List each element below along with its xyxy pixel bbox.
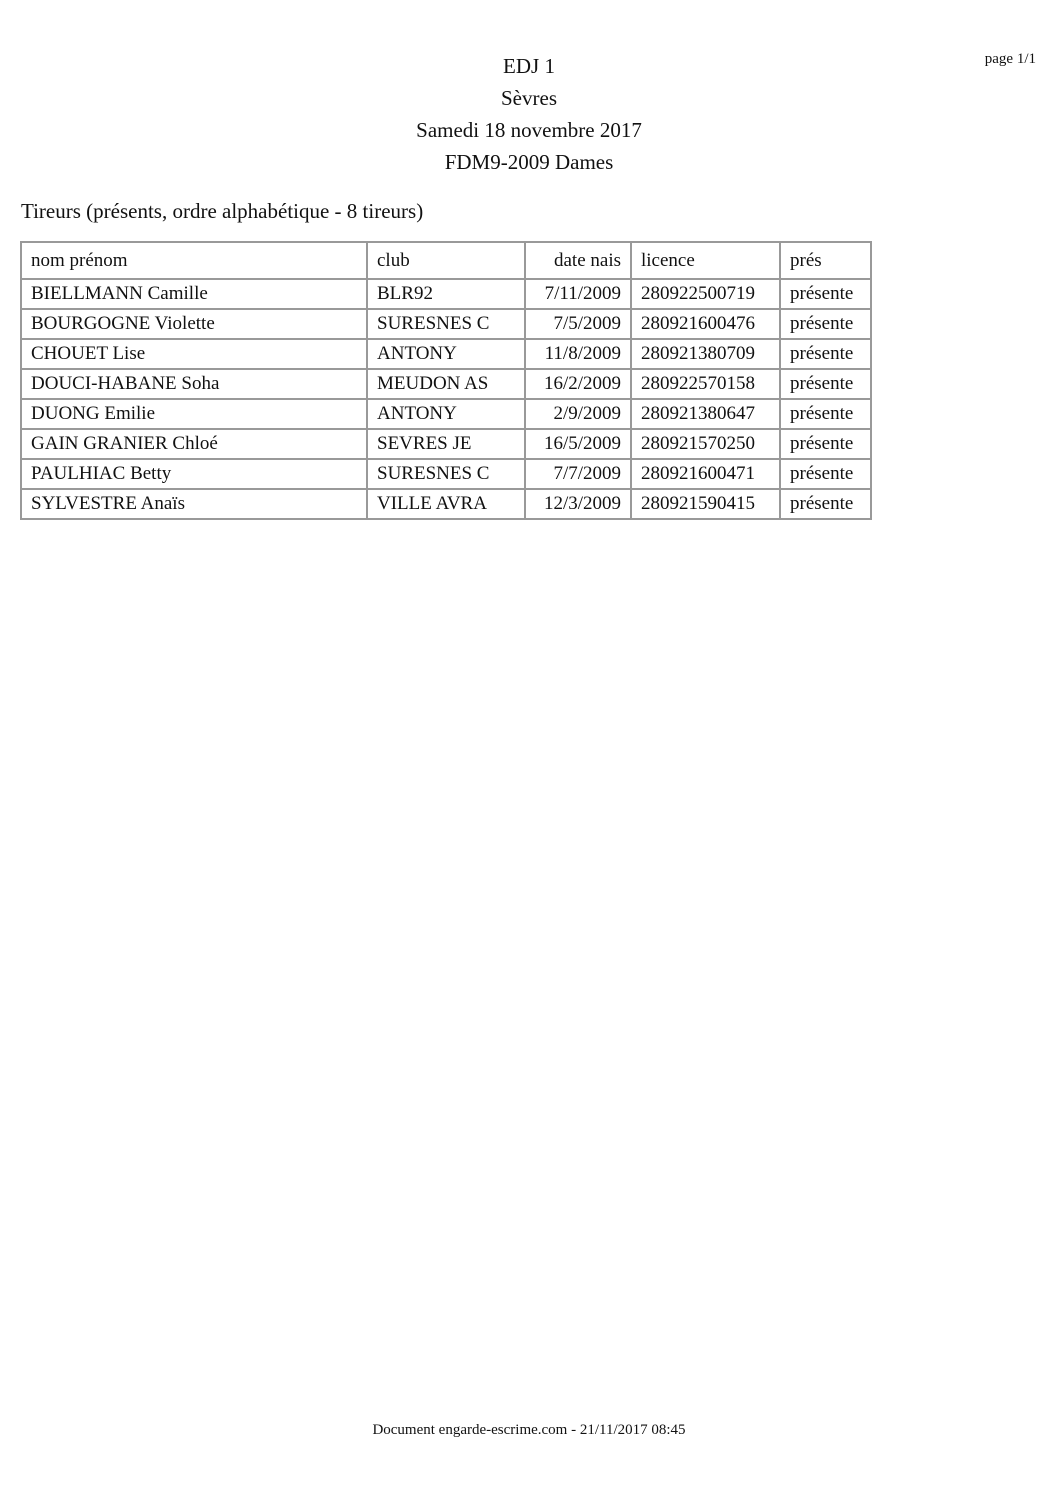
cell-name: PAULHIAC Betty (21, 459, 367, 489)
section-title: Tireurs (présents, ordre alphabétique - 8 tireurs) (21, 199, 424, 223)
document-header (0, 50, 1058, 178)
cell-name: BIELLMANN Camille (21, 279, 367, 309)
cell-club: SEVRES JE (367, 429, 525, 459)
table-row (21, 489, 871, 519)
cell-presence: présente (780, 459, 871, 489)
competition-title: EDJ 1 (503, 54, 555, 78)
cell-presence: présente (780, 279, 871, 309)
cell-club: SURESNES C (367, 459, 525, 489)
cell-club: ANTONY (367, 339, 525, 369)
table-row (21, 429, 871, 459)
cell-licence: 280921590415 (631, 489, 780, 519)
cell-name: SYLVESTRE Anaïs (21, 489, 367, 519)
cell-presence: présente (780, 339, 871, 369)
cell-licence: 280921600476 (631, 309, 780, 339)
table-row (21, 279, 871, 309)
table-row (21, 339, 871, 369)
table-row (21, 459, 871, 489)
competition-date: Samedi 18 novembre 2017 (416, 118, 642, 142)
cell-name: BOURGOGNE Violette (21, 309, 367, 339)
cell-name: DUONG Emilie (21, 399, 367, 429)
column-header-birthdate: date nais (525, 242, 631, 279)
column-header-presence: prés (780, 242, 871, 279)
cell-club: SURESNES C (367, 309, 525, 339)
cell-licence: 280921600471 (631, 459, 780, 489)
page-number: page 1/1 (984, 51, 1036, 67)
cell-name: CHOUET Lise (21, 339, 367, 369)
cell-birthdate: 16/2/2009 (525, 369, 631, 399)
cell-presence: présente (780, 369, 871, 399)
table-row (21, 369, 871, 399)
column-header-club: club (367, 242, 525, 279)
cell-presence: présente (780, 399, 871, 429)
cell-club: MEUDON AS (367, 369, 525, 399)
cell-name: DOUCI-HABANE Soha (21, 369, 367, 399)
cell-birthdate: 12/3/2009 (525, 489, 631, 519)
cell-club: VILLE AVRA (367, 489, 525, 519)
cell-birthdate: 7/11/2009 (525, 279, 631, 309)
cell-presence: présente (780, 429, 871, 459)
table-header-row (21, 242, 871, 279)
cell-presence: présente (780, 309, 871, 339)
cell-club: BLR92 (367, 279, 525, 309)
cell-licence: 280921380647 (631, 399, 780, 429)
competition-location: Sèvres (501, 86, 557, 110)
cell-name: GAIN GRANIER Chloé (21, 429, 367, 459)
cell-club: ANTONY (367, 399, 525, 429)
fencers-table (20, 241, 872, 520)
table-row (21, 399, 871, 429)
cell-birthdate: 2/9/2009 (525, 399, 631, 429)
cell-licence: 280922500719 (631, 279, 780, 309)
cell-birthdate: 7/7/2009 (525, 459, 631, 489)
table-row (21, 309, 871, 339)
cell-licence: 280921570250 (631, 429, 780, 459)
column-header-licence: licence (631, 242, 780, 279)
cell-licence: 280921380709 (631, 339, 780, 369)
competition-category: FDM9-2009 Dames (444, 150, 614, 174)
document-footer: Document engarde-escrime.com - 21/11/2017 08:45 (372, 1422, 686, 1438)
column-header-name: nom prénom (21, 242, 367, 279)
cell-birthdate: 11/8/2009 (525, 339, 631, 369)
cell-presence: présente (780, 489, 871, 519)
cell-birthdate: 7/5/2009 (525, 309, 631, 339)
cell-licence: 280922570158 (631, 369, 780, 399)
cell-birthdate: 16/5/2009 (525, 429, 631, 459)
